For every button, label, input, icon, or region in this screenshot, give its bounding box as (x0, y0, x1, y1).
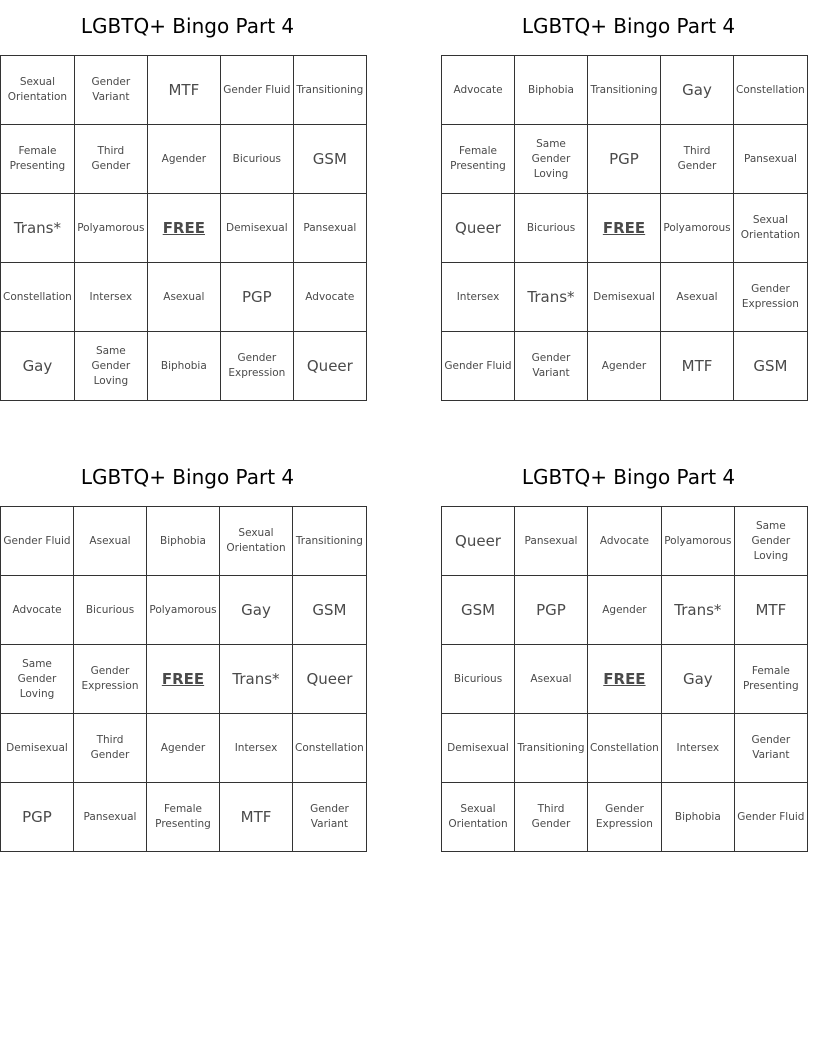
bingo-cell: Same Gender Loving (1, 645, 74, 714)
bingo-cell: Pansexual (293, 194, 366, 263)
bingo-cell: Gay (661, 56, 734, 125)
bingo-cell: Pansexual (734, 125, 808, 194)
grid-row (1, 56, 367, 125)
bingo-cell: GSM (442, 576, 515, 645)
bingo-cell: Polyamorous (661, 194, 734, 263)
bingo-cell: Intersex (661, 714, 734, 783)
grid-row (1, 783, 367, 852)
bingo-cell: Bicurious (74, 576, 147, 645)
bingo-cell: Biphobia (147, 332, 220, 401)
bingo-cell: Bicurious (515, 194, 588, 263)
grid-row (1, 263, 367, 332)
grid-row (442, 507, 808, 576)
bingo-cell: Trans* (220, 645, 293, 714)
bingo-cell: Bicurious (220, 125, 293, 194)
grid-row (442, 56, 808, 125)
bingo-cell: Sexual Orientation (442, 783, 515, 852)
bingo-cell: Agender (147, 714, 220, 783)
bingo-cell: GSM (734, 332, 808, 401)
bingo-cell: Agender (147, 125, 220, 194)
bingo-cell: Female Presenting (1, 125, 75, 194)
bingo-cell: Gender Expression (74, 645, 147, 714)
bingo-cell: Advocate (293, 263, 366, 332)
bingo-cell: Asexual (515, 645, 588, 714)
bingo-cell: Biphobia (661, 783, 734, 852)
bingo-cell: Gay (661, 645, 734, 714)
bingo-cell: Demisexual (588, 263, 661, 332)
bingo-cell: Transitioning (293, 56, 366, 125)
bingo-cell: Gay (1, 332, 75, 401)
bingo-cell: Female Presenting (147, 783, 220, 852)
bingo-cell: Constellation (588, 714, 662, 783)
bingo-cell: Bicurious (442, 645, 515, 714)
bingo-grid (0, 55, 367, 401)
bingo-cell: Transitioning (588, 56, 661, 125)
bingo-cell: Constellation (293, 714, 367, 783)
bingo-cell: Same Gender Loving (734, 507, 807, 576)
grid-row (442, 576, 808, 645)
bingo-cell: Agender (588, 576, 662, 645)
card-title: LGBTQ+ Bingo Part 4 (521, 14, 736, 38)
bingo-cell: Advocate (442, 56, 515, 125)
bingo-cell: Third Gender (74, 714, 147, 783)
bingo-cell: Pansexual (74, 783, 147, 852)
bingo-cell: PGP (220, 263, 293, 332)
grid-row (1, 194, 367, 263)
bingo-cell: Sexual Orientation (734, 194, 808, 263)
grid-row (442, 783, 808, 852)
bingo-cell: Queer (293, 645, 367, 714)
grid-row (442, 194, 808, 263)
bingo-cell: Asexual (661, 263, 734, 332)
bingo-cell: Gender Fluid (1, 507, 74, 576)
bingo-grid (0, 506, 367, 852)
bingo-cell: Asexual (147, 263, 220, 332)
bingo-cell: Third Gender (74, 125, 147, 194)
bingo-cell: Gender Fluid (734, 783, 807, 852)
bingo-cell: MTF (220, 783, 293, 852)
bingo-cell: Same Gender Loving (74, 332, 147, 401)
bingo-cell: Demisexual (220, 194, 293, 263)
bingo-grid (441, 506, 808, 852)
bingo-cell: Sexual Orientation (1, 56, 75, 125)
bingo-cell: Third Gender (661, 125, 734, 194)
bingo-cell: Biphobia (147, 507, 220, 576)
grid-row (442, 645, 808, 714)
bingo-cell: Same Gender Loving (515, 125, 588, 194)
bingo-cell: PGP (515, 576, 588, 645)
bingo-cell: Gender Fluid (442, 332, 515, 401)
bingo-cell: Gender Variant (515, 332, 588, 401)
bingo-cell: Advocate (588, 507, 662, 576)
bingo-cell: Gay (220, 576, 293, 645)
bingo-cell: Gender Expression (734, 263, 808, 332)
grid-row (1, 714, 367, 783)
bingo-cell: Trans* (1, 194, 75, 263)
bingo-cell: Polyamorous (661, 507, 734, 576)
free-space-cell: FREE (588, 194, 661, 263)
grid-row (1, 332, 367, 401)
bingo-cell: Sexual Orientation (220, 507, 293, 576)
grid-row (442, 263, 808, 332)
free-space-cell: FREE (588, 645, 662, 714)
bingo-cell: PGP (588, 125, 661, 194)
grid-row (442, 332, 808, 401)
bingo-cell: Gender Variant (293, 783, 367, 852)
bingo-cell: Agender (588, 332, 661, 401)
bingo-cell: Gender Expression (588, 783, 662, 852)
bingo-cell: Trans* (515, 263, 588, 332)
bingo-cell: GSM (293, 125, 366, 194)
grid-row (1, 576, 367, 645)
bingo-cell: Transitioning (293, 507, 367, 576)
bingo-cell: Polyamorous (147, 576, 220, 645)
bingo-cell: Female Presenting (734, 645, 807, 714)
bingo-cell: Queer (442, 507, 515, 576)
bingo-cell: Gender Variant (74, 56, 147, 125)
bingo-cell: Gender Expression (220, 332, 293, 401)
bingo-cell: MTF (147, 56, 220, 125)
bingo-cell: Demisexual (442, 714, 515, 783)
bingo-cell: Transitioning (515, 714, 588, 783)
bingo-cell: Advocate (1, 576, 74, 645)
bingo-cell: MTF (734, 576, 807, 645)
grid-row (442, 125, 808, 194)
card-title: LGBTQ+ Bingo Part 4 (80, 14, 295, 38)
bingo-cell: Intersex (220, 714, 293, 783)
bingo-cell: PGP (1, 783, 74, 852)
bingo-grid (441, 55, 808, 401)
bingo-cell: Queer (442, 194, 515, 263)
bingo-cell: Constellation (1, 263, 75, 332)
bingo-cell: Trans* (661, 576, 734, 645)
bingo-cell: MTF (661, 332, 734, 401)
card-title: LGBTQ+ Bingo Part 4 (521, 465, 736, 489)
bingo-cell: Gender Variant (734, 714, 807, 783)
bingo-cell: Demisexual (1, 714, 74, 783)
bingo-cell: Gender Fluid (220, 56, 293, 125)
bingo-cell: Constellation (734, 56, 808, 125)
bingo-cell: Polyamorous (74, 194, 147, 263)
bingo-cell: GSM (293, 576, 367, 645)
free-space-cell: FREE (147, 645, 220, 714)
grid-row (1, 645, 367, 714)
grid-row (1, 507, 367, 576)
bingo-cell: Pansexual (515, 507, 588, 576)
card-title: LGBTQ+ Bingo Part 4 (80, 465, 295, 489)
bingo-cell: Queer (293, 332, 366, 401)
bingo-cell: Biphobia (515, 56, 588, 125)
bingo-cell: Third Gender (515, 783, 588, 852)
bingo-cell: Asexual (74, 507, 147, 576)
bingo-cell: Female Presenting (442, 125, 515, 194)
grid-row (442, 714, 808, 783)
free-space-cell: FREE (147, 194, 220, 263)
bingo-cell: Intersex (442, 263, 515, 332)
bingo-cell: Intersex (74, 263, 147, 332)
grid-row (1, 125, 367, 194)
